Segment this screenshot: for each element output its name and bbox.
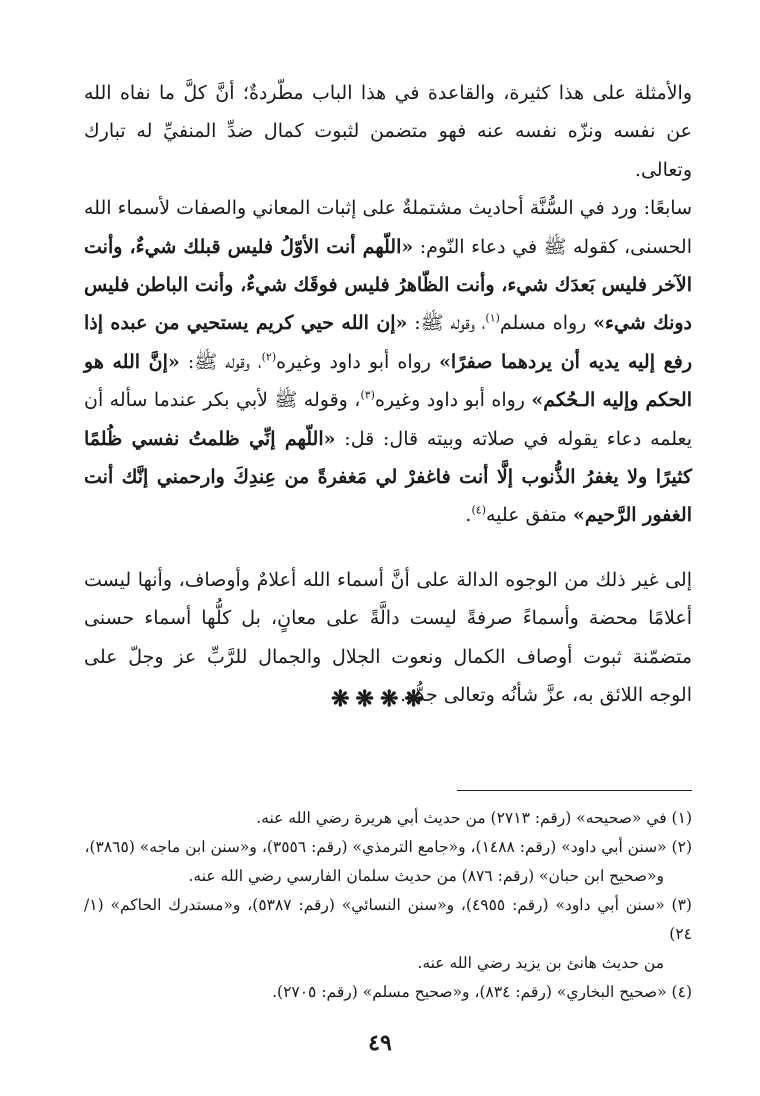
text: ، وقوله ﷺ: xyxy=(179,350,262,373)
footnote-1: (١) في «صحيحه» (رقم: ٢٧١٣) من حديث أبي هريرة رضي الله عنه. xyxy=(256,809,692,827)
paragraph-2 xyxy=(84,189,692,535)
paragraph-1: والأمثلة على هذا كثيرة، والقاعدة في هذا الباب مطّردةٌ؛ أنَّ كلَّ ما نفاه الله عن نفسه ونزّه نفسه عنه فهو متضمن لثبوت كمال ضدِّ المنفيِّ له تبارك وتعالى. xyxy=(84,82,692,181)
footnote-ref[interactable]: (٤) xyxy=(471,504,486,518)
footnote-3: (٣) «سنن أبي داود» (رقم: ٤٩٥٥)، و«سنن النسائي» (رقم: ٥٣٨٧)، و«مستدرك الحاكم» (١/ ٢٤) xyxy=(84,896,692,943)
hadith-quote: «اللّهم أنت الأوّلُ فليس قبلك شيءٌ، وأنت الآخر فليس بَعدَك شيء، وأنت الظّاهرُ فليس فوقَك شيءٌ، وأنت الباطن فليس دونك شيء» xyxy=(84,235,693,335)
footnote-3-continued: من حديث هانئ بن يزيد رضي الله عنه. xyxy=(417,954,664,972)
text: رواه مسلم xyxy=(499,312,594,335)
footnote-2: (٢) «سنن أبي داود» (رقم: ١٤٨٨)، و«جامع الترمذي» (رقم: ٣٥٥٦)، و«سنن ابن ماجه» (٣٨٦٥)، xyxy=(84,838,692,856)
hadith-quote: «إنَّ الله هو الحكم وإليه الـحُكم» xyxy=(84,350,693,412)
text: ، وقوله ﷺ لأبي بكر عندما سأله أن يعلمه دعاء يقوله في صلاته وبيته قال: قل: xyxy=(84,389,692,450)
footnote-rule xyxy=(457,790,692,791)
footnote-4: (٤) «صحيح البخاري» (رقم: ٨٣٤)، و«صحيح مسلم» (رقم: ٢٧٠٥). xyxy=(272,983,692,1001)
text: ، وقوله ﷺ: xyxy=(407,312,486,335)
text: . xyxy=(465,504,472,527)
footnote-ref[interactable]: (١) xyxy=(485,312,500,326)
text: سابعًا: ورد في السُّنَّة أحاديث مشتملةٌ على إثبات المعاني والصفات لأسماء الله الحسنى، كقوله ﷺ في دعاء النّوم: xyxy=(84,197,692,258)
paragraph-3: إلى غير ذلك من الوجوه الدالة على أنَّ أسماء الله أعلامٌ وأوصاف، وأنها ليست أعلامًا محضة وأسماءً صرفةً ليست دالَّةً على معانٍ، بل كلُّها أسماء حسنى متضمّنة ثبوت أوصاف الكمال ونعوت الجلال والجمال للرَّبِّ عز وجلّ على الوجه اللائق به، عزَّ شأنُه وتعالى جدُّه. xyxy=(84,568,692,707)
page-number: ٤٩ xyxy=(368,1030,392,1056)
footnote-ref[interactable]: (٢) xyxy=(261,350,277,364)
footnote-2-continued: و«صحيح ابن حبان» (رقم: ٨٧٦) من حديث سلمان الفارسي رضي الله عنه. xyxy=(188,867,664,885)
footnote-ref[interactable]: (٣) xyxy=(360,388,375,402)
text: رواه أبو داود وغيره xyxy=(276,350,440,373)
hadith-quote: «اللّهم إنِّي ظلمتُ نفسي ظُلمًا كثيرًا ولا يغفرُ الذُّنوب إلَّا أنت فاغفرْ لي مَغفرةً من عِندِكَ وارحمني إنَّك أنت الغفور الرَّحيم» xyxy=(84,427,692,527)
text: رواه أبو داود وغيره xyxy=(374,389,532,412)
section-separator: ❋❋❋❋ xyxy=(331,686,429,712)
text: متفق عليه xyxy=(485,504,573,527)
main-text xyxy=(84,74,692,715)
footnotes xyxy=(84,804,692,1007)
hadith-quote: «إن الله حيي كريم يستحيي من عبده إذا رفع إليه يديه أن يردهما صفرًا» xyxy=(84,312,692,373)
